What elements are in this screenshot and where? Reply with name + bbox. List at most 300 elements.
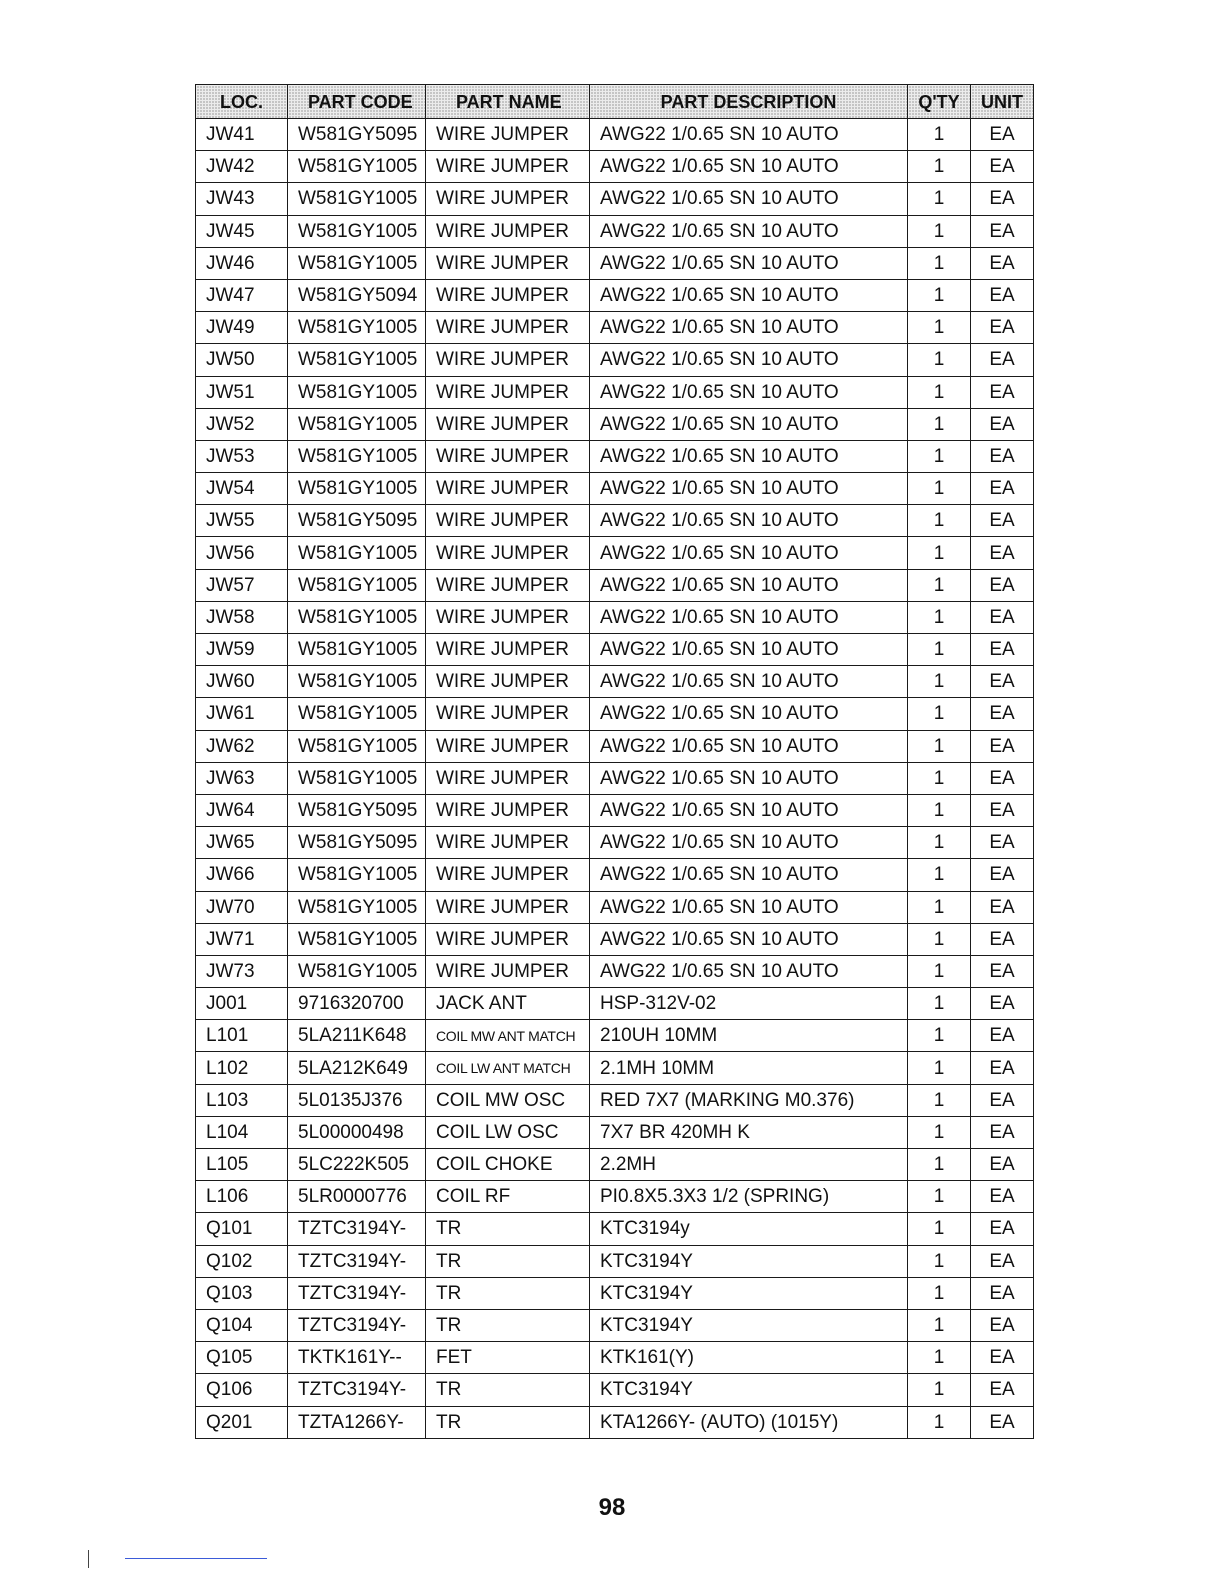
cell-part-code: W581GY1005 — [288, 762, 426, 794]
cell-part-code: W581GY1005 — [288, 569, 426, 601]
parts-list-table — [195, 84, 1034, 1439]
cell-loc: JW43 — [196, 183, 288, 215]
cell-part-name: COIL LW OSC — [426, 1116, 590, 1148]
cell-part-name: WIRE JUMPER — [426, 183, 590, 215]
cell-qty: 1 — [908, 505, 971, 537]
cell-qty: 1 — [908, 1181, 971, 1213]
cell-qty: 1 — [908, 344, 971, 376]
table-row — [196, 1342, 1034, 1374]
table-row — [196, 569, 1034, 601]
cell-part-description: 2.1MH 10MM — [590, 1052, 908, 1084]
cell-unit: EA — [971, 955, 1034, 987]
cell-loc: JW53 — [196, 440, 288, 472]
cell-qty: 1 — [908, 1149, 971, 1181]
cell-part-name: WIRE JUMPER — [426, 505, 590, 537]
cell-loc: L101 — [196, 1020, 288, 1052]
cell-loc: JW49 — [196, 312, 288, 344]
cell-part-code: 5LC222K505 — [288, 1149, 426, 1181]
table-row — [196, 1245, 1034, 1277]
cell-part-description: HSP-312V-02 — [590, 988, 908, 1020]
table-row — [196, 151, 1034, 183]
cell-part-name: WIRE JUMPER — [426, 698, 590, 730]
cell-part-name: COIL CHOKE — [426, 1149, 590, 1181]
cell-unit: EA — [971, 634, 1034, 666]
table-body — [196, 119, 1034, 1439]
cell-loc: L105 — [196, 1149, 288, 1181]
cell-part-name: WIRE JUMPER — [426, 955, 590, 987]
cell-part-code: W581GY1005 — [288, 666, 426, 698]
cell-part-description: 2.2MH — [590, 1149, 908, 1181]
cell-unit: EA — [971, 698, 1034, 730]
cell-part-code: 5LR0000776 — [288, 1181, 426, 1213]
cell-part-code: W581GY1005 — [288, 247, 426, 279]
cell-unit: EA — [971, 215, 1034, 247]
cell-unit: EA — [971, 279, 1034, 311]
cell-part-code: W581GY1005 — [288, 955, 426, 987]
cell-part-name: WIRE JUMPER — [426, 891, 590, 923]
cell-loc: JW61 — [196, 698, 288, 730]
cell-part-description: KTC3194Y — [590, 1277, 908, 1309]
cell-part-code: TZTC3194Y- — [288, 1245, 426, 1277]
cell-part-description: AWG22 1/0.65 SN 10 AUTO — [590, 923, 908, 955]
cell-part-code: 9716320700 — [288, 988, 426, 1020]
cell-part-description: AWG22 1/0.65 SN 10 AUTO — [590, 569, 908, 601]
table-row — [196, 988, 1034, 1020]
cell-qty: 1 — [908, 537, 971, 569]
cell-part-description: AWG22 1/0.65 SN 10 AUTO — [590, 344, 908, 376]
cell-part-description: PI0.8X5.3X3 1/2 (SPRING) — [590, 1181, 908, 1213]
cell-part-code: TZTC3194Y- — [288, 1309, 426, 1341]
cell-unit: EA — [971, 794, 1034, 826]
cell-loc: Q201 — [196, 1406, 288, 1438]
cell-loc: JW41 — [196, 119, 288, 151]
cell-unit: EA — [971, 183, 1034, 215]
cell-qty: 1 — [908, 1245, 971, 1277]
cell-loc: Q103 — [196, 1277, 288, 1309]
cell-qty: 1 — [908, 859, 971, 891]
cell-unit: EA — [971, 827, 1034, 859]
cell-loc: JW56 — [196, 537, 288, 569]
cell-unit: EA — [971, 1181, 1034, 1213]
cell-part-description: KTA1266Y- (AUTO) (1015Y) — [590, 1406, 908, 1438]
cell-part-description: KTK161(Y) — [590, 1342, 908, 1374]
cell-loc: Q101 — [196, 1213, 288, 1245]
cell-part-code: W581GY1005 — [288, 537, 426, 569]
header-unit: UNIT — [971, 85, 1034, 119]
cell-unit: EA — [971, 762, 1034, 794]
cell-part-description: KTC3194y — [590, 1213, 908, 1245]
cell-unit: EA — [971, 891, 1034, 923]
cell-unit: EA — [971, 923, 1034, 955]
cell-part-description: KTC3194Y — [590, 1309, 908, 1341]
cell-unit: EA — [971, 505, 1034, 537]
cell-qty: 1 — [908, 183, 971, 215]
cell-unit: EA — [971, 1342, 1034, 1374]
cell-unit: EA — [971, 1116, 1034, 1148]
header-loc: LOC. — [196, 85, 288, 119]
cell-part-description: AWG22 1/0.65 SN 10 AUTO — [590, 859, 908, 891]
table-row — [196, 634, 1034, 666]
table-row — [196, 1020, 1034, 1052]
cell-part-description: AWG22 1/0.65 SN 10 AUTO — [590, 183, 908, 215]
table-row — [196, 698, 1034, 730]
cell-part-name: WIRE JUMPER — [426, 569, 590, 601]
cell-qty: 1 — [908, 955, 971, 987]
cell-part-description: AWG22 1/0.65 SN 10 AUTO — [590, 247, 908, 279]
cell-qty: 1 — [908, 634, 971, 666]
cell-part-name: TR — [426, 1245, 590, 1277]
table-row — [196, 440, 1034, 472]
cell-qty: 1 — [908, 1342, 971, 1374]
table-row — [196, 666, 1034, 698]
cell-part-code: TKTK161Y-- — [288, 1342, 426, 1374]
cell-part-description: RED 7X7 (MARKING M0.376) — [590, 1084, 908, 1116]
cell-part-name: TR — [426, 1374, 590, 1406]
cell-part-code: TZTC3194Y- — [288, 1277, 426, 1309]
cell-part-name: WIRE JUMPER — [426, 794, 590, 826]
cell-part-name: COIL RF — [426, 1181, 590, 1213]
cell-loc: L103 — [196, 1084, 288, 1116]
cell-part-description: AWG22 1/0.65 SN 10 AUTO — [590, 408, 908, 440]
table-row — [196, 183, 1034, 215]
cell-qty: 1 — [908, 988, 971, 1020]
cell-unit: EA — [971, 1374, 1034, 1406]
cell-loc: JW46 — [196, 247, 288, 279]
cell-part-code: W581GY1005 — [288, 698, 426, 730]
cell-loc: JW59 — [196, 634, 288, 666]
cell-part-name: WIRE JUMPER — [426, 151, 590, 183]
cell-qty: 1 — [908, 1406, 971, 1438]
cell-unit: EA — [971, 312, 1034, 344]
page-number: 98 — [598, 1494, 626, 1521]
cell-part-code: W581GY1005 — [288, 473, 426, 505]
cell-loc: Q102 — [196, 1245, 288, 1277]
cell-loc: Q105 — [196, 1342, 288, 1374]
cell-part-name: WIRE JUMPER — [426, 666, 590, 698]
cell-loc: Q106 — [196, 1374, 288, 1406]
table-row — [196, 891, 1034, 923]
cell-part-description: AWG22 1/0.65 SN 10 AUTO — [590, 279, 908, 311]
cell-loc: JW55 — [196, 505, 288, 537]
table-row — [196, 1181, 1034, 1213]
cell-part-description: AWG22 1/0.65 SN 10 AUTO — [590, 151, 908, 183]
cell-part-name: JACK ANT — [426, 988, 590, 1020]
cell-qty: 1 — [908, 762, 971, 794]
table-header — [196, 85, 1034, 119]
table-row — [196, 279, 1034, 311]
cell-part-description: AWG22 1/0.65 SN 10 AUTO — [590, 505, 908, 537]
cell-part-name: WIRE JUMPER — [426, 473, 590, 505]
cell-loc: JW60 — [196, 666, 288, 698]
cell-unit: EA — [971, 1277, 1034, 1309]
cell-loc: JW58 — [196, 601, 288, 633]
cell-part-code: W581GY1005 — [288, 215, 426, 247]
cell-part-description: AWG22 1/0.65 SN 10 AUTO — [590, 634, 908, 666]
cell-part-code: W581GY1005 — [288, 151, 426, 183]
cell-part-name: WIRE JUMPER — [426, 247, 590, 279]
cell-part-name: WIRE JUMPER — [426, 859, 590, 891]
table-row — [196, 1052, 1034, 1084]
cell-unit: EA — [971, 1245, 1034, 1277]
cell-part-description: AWG22 1/0.65 SN 10 AUTO — [590, 827, 908, 859]
cell-qty: 1 — [908, 376, 971, 408]
cell-unit: EA — [971, 1020, 1034, 1052]
cell-qty: 1 — [908, 601, 971, 633]
cell-part-name: FET — [426, 1342, 590, 1374]
cell-part-name: WIRE JUMPER — [426, 730, 590, 762]
cell-qty: 1 — [908, 923, 971, 955]
cell-qty: 1 — [908, 1020, 971, 1052]
cell-part-name: COIL MW OSC — [426, 1084, 590, 1116]
table-row — [196, 923, 1034, 955]
table-row — [196, 408, 1034, 440]
cell-part-code: TZTC3194Y- — [288, 1374, 426, 1406]
header-part-name: PART NAME — [426, 85, 590, 119]
cell-part-name: TR — [426, 1213, 590, 1245]
cell-loc: J001 — [196, 988, 288, 1020]
cell-part-description: KTC3194Y — [590, 1374, 908, 1406]
cell-unit: EA — [971, 1149, 1034, 1181]
cell-qty: 1 — [908, 1116, 971, 1148]
table-row — [196, 1374, 1034, 1406]
cell-qty: 1 — [908, 698, 971, 730]
cell-unit: EA — [971, 344, 1034, 376]
cell-unit: EA — [971, 376, 1034, 408]
cell-part-code: TZTC3194Y- — [288, 1213, 426, 1245]
cell-unit: EA — [971, 988, 1034, 1020]
cell-loc: JW65 — [196, 827, 288, 859]
table-row — [196, 312, 1034, 344]
cell-part-description: AWG22 1/0.65 SN 10 AUTO — [590, 440, 908, 472]
cell-part-description: AWG22 1/0.65 SN 10 AUTO — [590, 891, 908, 923]
cell-part-name: WIRE JUMPER — [426, 119, 590, 151]
cell-part-code: W581GY1005 — [288, 440, 426, 472]
cell-part-code: W581GY1005 — [288, 376, 426, 408]
cell-qty: 1 — [908, 1309, 971, 1341]
cell-part-code: W581GY5094 — [288, 279, 426, 311]
cell-part-code: W581GY1005 — [288, 634, 426, 666]
cell-qty: 1 — [908, 730, 971, 762]
table-row — [196, 247, 1034, 279]
cell-unit: EA — [971, 1052, 1034, 1084]
cell-qty: 1 — [908, 440, 971, 472]
cell-unit: EA — [971, 601, 1034, 633]
cell-unit: EA — [971, 473, 1034, 505]
cell-unit: EA — [971, 666, 1034, 698]
cell-qty: 1 — [908, 794, 971, 826]
cell-unit: EA — [971, 859, 1034, 891]
cell-loc: JW71 — [196, 923, 288, 955]
cell-qty: 1 — [908, 473, 971, 505]
cell-unit: EA — [971, 247, 1034, 279]
header-part-description: PART DESCRIPTION — [590, 85, 908, 119]
table-row — [196, 1309, 1034, 1341]
cell-part-description: 7X7 BR 420MH K — [590, 1116, 908, 1148]
cell-part-description: AWG22 1/0.65 SN 10 AUTO — [590, 473, 908, 505]
cell-part-code: W581GY1005 — [288, 859, 426, 891]
cell-loc: JW42 — [196, 151, 288, 183]
table-row — [196, 955, 1034, 987]
cell-loc: JW66 — [196, 859, 288, 891]
cell-part-description: AWG22 1/0.65 SN 10 AUTO — [590, 698, 908, 730]
cell-loc: JW63 — [196, 762, 288, 794]
table-row — [196, 344, 1034, 376]
table-row — [196, 215, 1034, 247]
cell-part-name: WIRE JUMPER — [426, 344, 590, 376]
cell-part-code: W581GY1005 — [288, 601, 426, 633]
cell-part-code: 5LA211K648 — [288, 1020, 426, 1052]
table-row — [196, 730, 1034, 762]
cell-part-code: W581GY1005 — [288, 923, 426, 955]
cell-part-name: WIRE JUMPER — [426, 601, 590, 633]
cell-qty: 1 — [908, 891, 971, 923]
cell-part-code: W581GY1005 — [288, 891, 426, 923]
cell-part-name: WIRE JUMPER — [426, 827, 590, 859]
table-row — [196, 119, 1034, 151]
table-row — [196, 827, 1034, 859]
cell-unit: EA — [971, 408, 1034, 440]
cell-part-description: AWG22 1/0.65 SN 10 AUTO — [590, 794, 908, 826]
cell-part-description: AWG22 1/0.65 SN 10 AUTO — [590, 955, 908, 987]
table-row — [196, 762, 1034, 794]
cell-unit: EA — [971, 119, 1034, 151]
cell-part-description: AWG22 1/0.65 SN 10 AUTO — [590, 762, 908, 794]
cell-part-name: TR — [426, 1309, 590, 1341]
cell-loc: JW51 — [196, 376, 288, 408]
cell-part-name: WIRE JUMPER — [426, 923, 590, 955]
header-part-code: PART CODE — [288, 85, 426, 119]
cell-qty: 1 — [908, 119, 971, 151]
table-row — [196, 1116, 1034, 1148]
table-row — [196, 1084, 1034, 1116]
cell-unit: EA — [971, 1309, 1034, 1341]
cell-part-code: 5L00000498 — [288, 1116, 426, 1148]
cell-part-code: W581GY1005 — [288, 730, 426, 762]
cell-qty: 1 — [908, 1052, 971, 1084]
cell-unit: EA — [971, 1406, 1034, 1438]
cell-part-code: W581GY1005 — [288, 312, 426, 344]
cell-part-name: TR — [426, 1406, 590, 1438]
cell-part-name: WIRE JUMPER — [426, 312, 590, 344]
cell-part-code: W581GY5095 — [288, 505, 426, 537]
cell-loc: JW64 — [196, 794, 288, 826]
table-row — [196, 505, 1034, 537]
cell-loc: L106 — [196, 1181, 288, 1213]
cell-part-code: TZTA1266Y- — [288, 1406, 426, 1438]
cell-loc: JW45 — [196, 215, 288, 247]
cell-unit: EA — [971, 537, 1034, 569]
cell-part-description: AWG22 1/0.65 SN 10 AUTO — [590, 376, 908, 408]
cell-qty: 1 — [908, 1277, 971, 1309]
cell-unit: EA — [971, 1213, 1034, 1245]
cell-loc: JW70 — [196, 891, 288, 923]
cell-unit: EA — [971, 151, 1034, 183]
cell-part-code: W581GY1005 — [288, 408, 426, 440]
cell-part-code: W581GY1005 — [288, 183, 426, 215]
cell-part-name: WIRE JUMPER — [426, 762, 590, 794]
cell-qty: 1 — [908, 312, 971, 344]
cell-qty: 1 — [908, 569, 971, 601]
cell-loc: L102 — [196, 1052, 288, 1084]
cell-part-code: W581GY5095 — [288, 119, 426, 151]
cell-part-name: WIRE JUMPER — [426, 408, 590, 440]
cell-part-name: WIRE JUMPER — [426, 279, 590, 311]
cell-part-name: WIRE JUMPER — [426, 634, 590, 666]
cell-loc: L104 — [196, 1116, 288, 1148]
cell-qty: 1 — [908, 666, 971, 698]
cell-unit: EA — [971, 730, 1034, 762]
table-row — [196, 537, 1034, 569]
table-row — [196, 1277, 1034, 1309]
cell-part-name: WIRE JUMPER — [426, 440, 590, 472]
cell-part-name: WIRE JUMPER — [426, 376, 590, 408]
cell-loc: JW47 — [196, 279, 288, 311]
table-row — [196, 794, 1034, 826]
cell-unit: EA — [971, 440, 1034, 472]
header-row — [196, 85, 1034, 119]
cell-loc: JW52 — [196, 408, 288, 440]
cell-part-description: AWG22 1/0.65 SN 10 AUTO — [590, 215, 908, 247]
cell-part-description: AWG22 1/0.65 SN 10 AUTO — [590, 312, 908, 344]
cell-part-description: AWG22 1/0.65 SN 10 AUTO — [590, 537, 908, 569]
table-row — [196, 1149, 1034, 1181]
cell-qty: 1 — [908, 151, 971, 183]
header-qty: Q'TY — [908, 85, 971, 119]
cell-unit: EA — [971, 1084, 1034, 1116]
table-row — [196, 473, 1034, 505]
cell-part-code: W581GY5095 — [288, 827, 426, 859]
table-row — [196, 1213, 1034, 1245]
cell-loc: JW57 — [196, 569, 288, 601]
cell-part-code: W581GY1005 — [288, 344, 426, 376]
cell-part-description: AWG22 1/0.65 SN 10 AUTO — [590, 666, 908, 698]
cell-part-name: WIRE JUMPER — [426, 537, 590, 569]
cell-part-code: W581GY5095 — [288, 794, 426, 826]
cell-unit: EA — [971, 569, 1034, 601]
cell-qty: 1 — [908, 1213, 971, 1245]
cell-loc: JW54 — [196, 473, 288, 505]
cell-qty: 1 — [908, 247, 971, 279]
cell-part-name: TR — [426, 1277, 590, 1309]
cell-part-description: KTC3194Y — [590, 1245, 908, 1277]
cell-part-description: AWG22 1/0.65 SN 10 AUTO — [590, 730, 908, 762]
cell-qty: 1 — [908, 827, 971, 859]
cell-loc: JW50 — [196, 344, 288, 376]
table-row — [196, 376, 1034, 408]
cell-part-code: 5L0135J376 — [288, 1084, 426, 1116]
cell-loc: Q104 — [196, 1309, 288, 1341]
cell-loc: JW73 — [196, 955, 288, 987]
table-row — [196, 601, 1034, 633]
cell-qty: 1 — [908, 279, 971, 311]
cell-part-name: WIRE JUMPER — [426, 215, 590, 247]
cell-part-code: 5LA212K649 — [288, 1052, 426, 1084]
cell-part-name: COIL LW ANT MATCH — [426, 1052, 590, 1084]
cell-qty: 1 — [908, 408, 971, 440]
cell-qty: 1 — [908, 1084, 971, 1116]
cell-part-description: AWG22 1/0.65 SN 10 AUTO — [590, 601, 908, 633]
cell-loc: JW62 — [196, 730, 288, 762]
cell-part-name: COIL MW ANT MATCH — [426, 1020, 590, 1052]
cell-qty: 1 — [908, 215, 971, 247]
cell-qty: 1 — [908, 1374, 971, 1406]
cell-part-description: AWG22 1/0.65 SN 10 AUTO — [590, 119, 908, 151]
footer-rule — [125, 1558, 267, 1559]
table-row — [196, 1406, 1034, 1438]
scan-edge-mark — [88, 1550, 89, 1568]
cell-part-description: 210UH 10MM — [590, 1020, 908, 1052]
table-row — [196, 859, 1034, 891]
